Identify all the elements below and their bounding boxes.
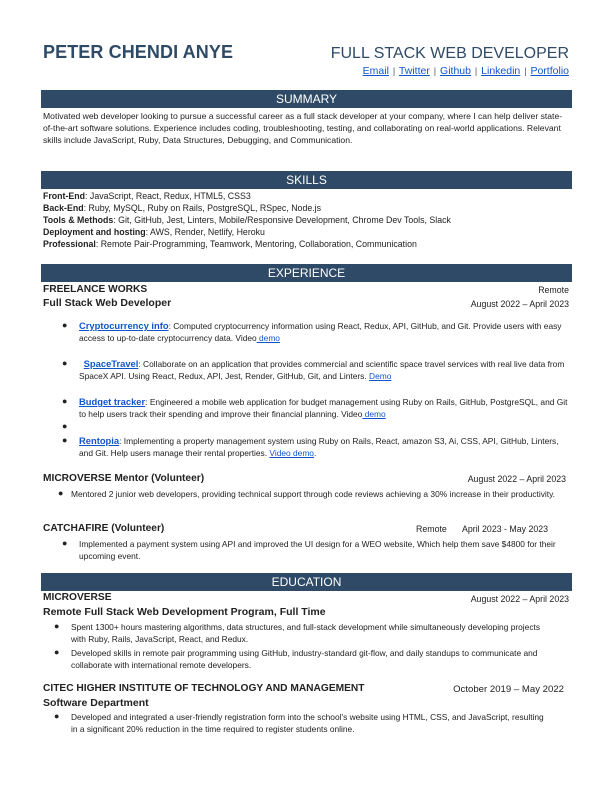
skill-deployment	[43, 226, 265, 238]
separator: |	[474, 66, 478, 76]
bullet-icon: ●	[54, 621, 60, 631]
demo-link[interactable]: demo	[256, 333, 280, 343]
citec-dates: October 2019 – May 2022	[453, 684, 564, 695]
microverse-edu-bullet-2	[54, 647, 551, 671]
separator: |	[524, 66, 527, 76]
skill-value: : AWS, Render, Netlify, Heroku	[145, 227, 265, 237]
bullet-text: Developed skills in remote pair programming using GitHub, industry-standard git-flow, and daily standups to communicate and collaborate with international remote developers.	[71, 648, 538, 670]
demo-link[interactable]: demo	[362, 409, 386, 419]
bullet-icon: ●	[62, 396, 68, 406]
project-rentopia	[62, 435, 569, 459]
skill-front-end	[43, 190, 251, 202]
demo-link[interactable]: Video demo	[269, 448, 314, 458]
project-budget-tracker	[62, 396, 569, 420]
skill-tools	[43, 214, 451, 226]
education-heading: EDUCATION	[41, 573, 572, 591]
skill-professional	[43, 238, 417, 250]
skills-heading: SKILLS	[41, 171, 572, 189]
bullet-icon: ●	[62, 320, 68, 330]
bullet-text: Spent 1300+ hours mastering algorithms, data structures, and full-stack development while simultaneously developing projects with Ruby, Rails, JavaScript, React, and Redux.	[71, 622, 541, 644]
skill-value: : Remote Pair-Programming, Teamwork, Mentoring, Collaboration, Communication	[95, 239, 417, 249]
project-link[interactable]: SpaceTravel	[83, 358, 139, 369]
citec-bullet	[54, 711, 551, 735]
citec-dept: Software Department	[43, 697, 149, 709]
separator: |	[392, 66, 396, 76]
bullet-text: Implemented a payment system using API and improved the UI design for a WEO website, Which help them save $4800 for their upcoming event.	[79, 539, 556, 561]
project-link[interactable]: Cryptocurrency info	[79, 320, 169, 331]
bullet-icon: ●	[58, 488, 64, 498]
microverse-mentor-bullet	[58, 488, 570, 500]
skill-back-end	[43, 202, 321, 214]
project-spacetravel	[62, 358, 569, 382]
microverse-edu-bullet-1	[54, 621, 551, 645]
skill-value: : Git, GitHub, Jest, Linters, Mobile/Responsive Development, Chrome Dev Tools, Slack	[113, 215, 451, 225]
skill-label: Front-End	[43, 191, 86, 201]
project-desc: : Collaborate on an application that provides commercial and scientific space travel services with real live data from SpaceX API. Using React, Redux, API, Jest, Render, GitHub, Git, and Linters.	[79, 359, 565, 381]
freelance-role: Full Stack Web Developer	[43, 297, 172, 309]
project-cryptocurrency	[62, 320, 569, 344]
microverse-program: Remote Full Stack Web Development Program, Full Time	[43, 606, 326, 618]
bullet-icon: ●	[62, 435, 68, 445]
microverse-edu-dates: August 2022 – April 2023	[470, 594, 569, 604]
bullet-icon: ●	[54, 711, 60, 721]
freelance-location: Remote	[538, 285, 569, 295]
summary-heading: SUMMARY	[41, 90, 572, 108]
skill-value: : JavaScript, React, Redux, HTML5, CSS3	[85, 191, 251, 201]
bullet-text: Developed and integrated a user-friendly registration form into the school's website using HTML, CSS, and JavaScript, resulting in a significant 20% reduction in the time required to register students online.	[71, 712, 544, 734]
contact-links	[363, 65, 569, 77]
project-desc: : Engineered a mobile web application for budget management using Ruby on Rails, GitHub, PostgreSQL, and Git to help users track their spending and improve their financial planning. Video	[79, 397, 568, 419]
bullet-icon: ●	[62, 358, 68, 368]
summary-text: Motivated web developer looking to pursue a successful career as a full stack developer at your company, where I can help deliver state-of-the-art software solutions. Experience includes coding, troubleshooting, testing, and collaborating on real-world applications. Relevant skills include JavaScript, Ruby, Data Structures, Debugging, and Communication.	[43, 111, 563, 145]
skill-label: Deployment and hosting	[43, 227, 146, 237]
catchafire-dates: April 2023 - May 2023	[462, 524, 549, 534]
skill-label: Back-End	[43, 203, 84, 213]
experience-heading: EXPERIENCE	[41, 264, 572, 282]
microverse-edu-org: MICROVERSE	[43, 592, 112, 603]
catchafire-bullet	[62, 538, 559, 562]
demo-link[interactable]: Demo	[369, 371, 392, 381]
project-tail: .	[313, 448, 317, 458]
microverse-mentor-dates: August 2022 – April 2023	[467, 474, 566, 484]
project-link[interactable]: Rentopia	[79, 435, 120, 446]
freelance-org: FREELANCE WORKS	[43, 284, 148, 295]
bullet-icon: ●	[62, 538, 68, 548]
portfolio-link[interactable]: Portfolio	[530, 65, 569, 77]
project-desc: : Computed cryptocurrency information using React, Redux, API, GitHub, and Git. Provide users with easy access to up-to-date cryptocurrency data. Video	[79, 321, 562, 343]
skill-value: : Ruby, MySQL, Ruby on Rails, PostgreSQL, RSpec, Node.js	[83, 203, 322, 213]
skill-label: Tools & Methods	[43, 215, 114, 225]
citec-org: CITEC HIGHER INSTITUTE OF TECHNOLOGY AND MANAGEMENT	[43, 683, 365, 694]
bullet-icon: ●	[54, 647, 60, 657]
microverse-mentor-org: MICROVERSE Mentor (Volunteer)	[43, 473, 205, 484]
bullet-text: Mentored 2 junior web developers, providing technical support through code reviews achieving a 30% increase in their productivity.	[71, 489, 556, 499]
email-link[interactable]: Email	[362, 65, 389, 77]
bullet-icon: ●	[62, 421, 68, 431]
separator: |	[433, 66, 437, 76]
linkedin-link[interactable]: Linkedin	[481, 65, 521, 77]
project-desc: : Implementing a property management system using Ruby on Rails, React, amazon S3, Ai, CSS, API, GitHub, Linters, and Git. Help users manage their rental properties.	[79, 436, 559, 458]
catchafire-org: CATCHAFIRE (Volunteer)	[43, 523, 165, 534]
catchafire-location: Remote	[416, 524, 447, 534]
twitter-link[interactable]: Twitter	[398, 65, 430, 77]
candidate-name: PETER CHENDI ANYE	[43, 42, 234, 62]
skill-label: Professional	[43, 239, 96, 249]
github-link[interactable]: Github	[440, 65, 471, 77]
freelance-dates: August 2022 – April 2023	[470, 299, 569, 309]
project-link[interactable]: Budget tracker	[79, 396, 146, 407]
job-title: FULL STACK WEB DEVELOPER	[330, 45, 569, 62]
